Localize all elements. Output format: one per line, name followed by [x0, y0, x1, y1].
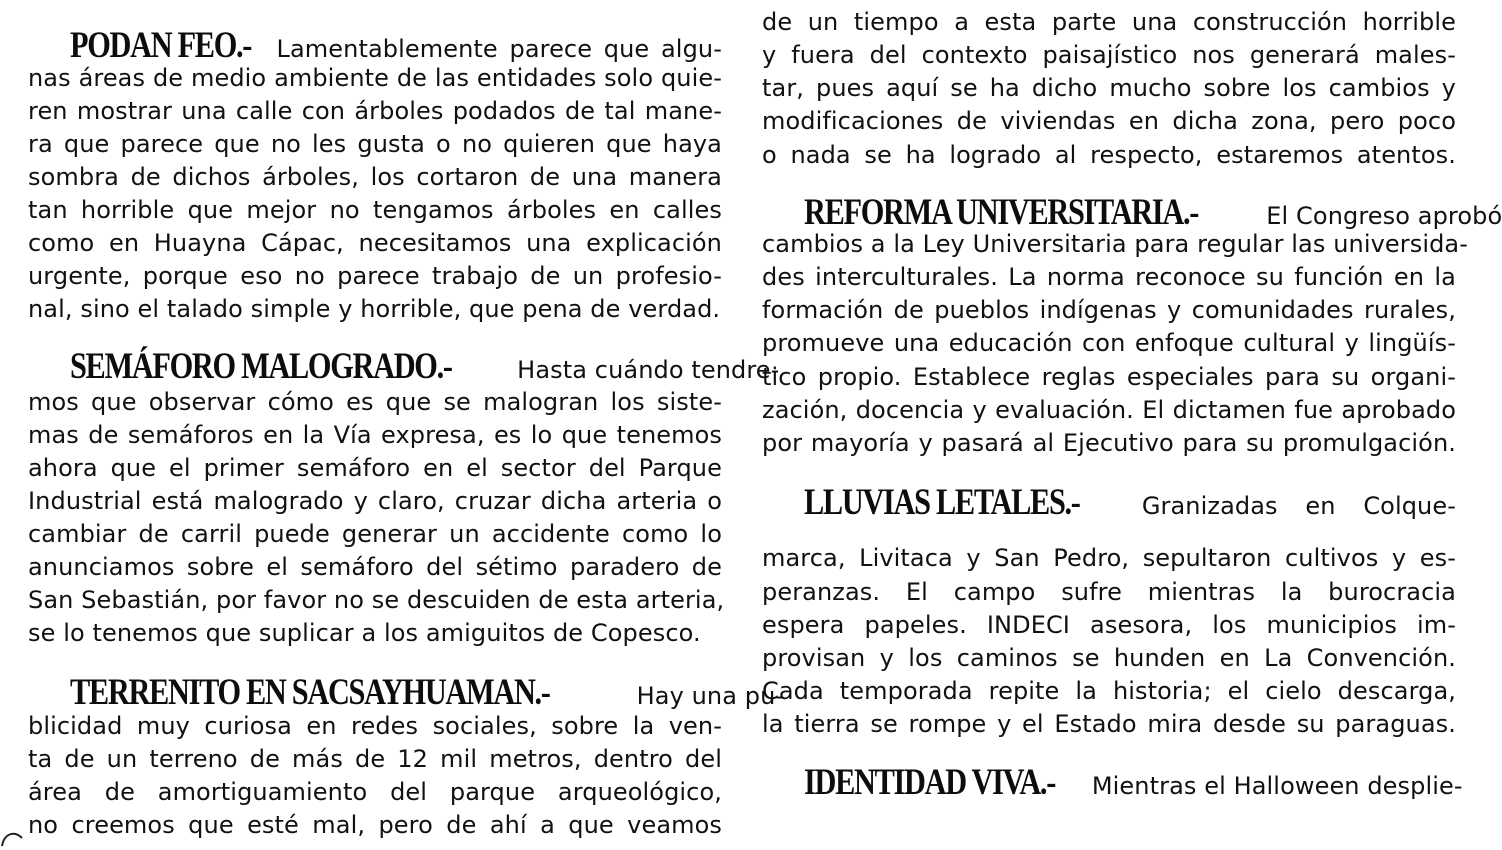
reforma-line: formación de pueblos indígenas y comunidades rurales, [762, 296, 1456, 324]
reforma-line: tico propio. Establece reglas especiales para su organi- [762, 363, 1456, 391]
lluvias-line: provisan y los caminos se hunden en La Convención. [762, 644, 1456, 672]
identidad-lead-line [762, 762, 1463, 803]
semaforo-lead-line [28, 346, 780, 387]
terrenito-lead-line [28, 672, 785, 713]
podan-feo-line: nal, sino el talado simple y horrible, que pena de verdad. [28, 295, 721, 323]
semaforo-line: se lo tenemos que suplicar a los amiguitos de Copesco. [28, 619, 701, 647]
podan-feo-heading: PODAN FEO.- [70, 25, 252, 66]
corner-mark-icon [0, 826, 24, 850]
terrenito-line: blicidad muy curiosa en redes sociales, sobre la ven- [28, 712, 722, 740]
podan-feo-line: urgente, porque eso no parece trabajo de un profesio- [28, 262, 722, 290]
continuation-line: y fuera del contexto paisajístico nos generará males- [762, 41, 1456, 69]
lluvias-line: espera papeles. INDECI asesora, los municipios im- [762, 611, 1456, 639]
semaforo-line: anunciamos sobre el semáforo del sétimo paradero de [28, 553, 722, 581]
lluvias-line: marca, Livitaca y San Pedro, sepultaron cultivos y es- [762, 544, 1456, 572]
semaforo-line: cambiar de carril puede generar un accidente como lo [28, 520, 722, 548]
terrenito-lead: Hay una pu- [636, 682, 785, 710]
podan-feo-lead-line [28, 25, 722, 66]
continuation-line: o nada se ha logrado al respecto, estaremos atentos. [762, 141, 1456, 169]
semaforo-lead: Hasta cuándo tendre- [517, 356, 780, 384]
semaforo-line: mas de semáforos en la Vía expresa, es lo que tenemos [28, 421, 722, 449]
continuation-line: de un tiempo a esta parte una construcción horrible [762, 8, 1456, 36]
podan-feo-line: sombra de dichos árboles, los cortaron de una manera [28, 163, 722, 191]
semaforo-line: ahora que el primer semáforo en el sector del Parque [28, 454, 722, 482]
lluvias-lead-line [762, 482, 1456, 523]
reforma-line: zación, docencia y evaluación. El dictamen fue aprobado [762, 396, 1456, 424]
terrenito-line: no creemos que esté mal, pero de ahí a que veamos [28, 811, 722, 839]
podan-feo-line: ren mostrar una calle con árboles podados de tal mane- [28, 97, 722, 125]
reforma-lead-line [762, 192, 1502, 233]
continuation-line: tar, pues aquí se ha dicho mucho sobre los cambios y [762, 74, 1456, 102]
lluvias-line: la tierra se rompe y el Estado mira desde su paraguas. [762, 710, 1456, 738]
podan-feo-lead: Lamentablemente parece que algu- [276, 35, 722, 63]
identidad-lead: Mientras el Halloween desplie- [1091, 772, 1463, 800]
reforma-line: cambios a la Ley Universitaria para regular las universida- [762, 230, 1469, 258]
identidad-heading: IDENTIDAD VIVA.- [804, 762, 1056, 803]
podan-feo-line: ra que parece que no les gusta o no quieren que haya [28, 130, 722, 158]
semaforo-line: San Sebastián, por favor no se descuiden de esta arteria, [28, 586, 725, 614]
reforma-lead: El Congreso aprobó [1266, 202, 1502, 230]
podan-feo-line: tan horrible que mejor no tengamos árboles en calles [28, 196, 722, 224]
reforma-line: des interculturales. La norma reconoce su función en la [762, 263, 1456, 291]
continuation-line: modificaciones de viviendas en dicha zona, pero poco [762, 107, 1456, 135]
reforma-heading: REFORMA UNIVERSITARIA.- [804, 192, 1199, 233]
lluvias-line: Cada temporada repite la historia; el cielo descarga, [762, 677, 1456, 705]
terrenito-line: ta de un terreno de más de 12 mil metros, dentro del [28, 745, 722, 773]
reforma-line: por mayoría y pasará al Ejecutivo para su promulgación. [762, 429, 1456, 457]
semaforo-line: mos que observar cómo es que se malogran los siste- [28, 388, 722, 416]
lluvias-heading: LLUVIAS LETALES.- [804, 482, 1080, 523]
semaforo-line: Industrial está malogrado y claro, cruzar dicha arteria o [28, 487, 722, 515]
semaforo-heading: SEMÁFORO MALOGRADO.- [70, 346, 452, 387]
podan-feo-line: como en Huayna Cápac, necesitamos una explicación [28, 229, 722, 257]
lluvias-lead: Granizadas en Colque- [1141, 492, 1456, 520]
terrenito-heading: TERRENITO EN SACSAYHUAMAN.- [70, 672, 550, 713]
reforma-line: promueve una educación con enfoque cultural y lingüís- [762, 329, 1456, 357]
lluvias-line: peranzas. El campo sufre mientras la burocracia [762, 578, 1456, 606]
terrenito-line: área de amortiguamiento del parque arqueológico, [28, 778, 722, 806]
podan-feo-line: nas áreas de medio ambiente de las entidades solo quie- [28, 64, 722, 92]
